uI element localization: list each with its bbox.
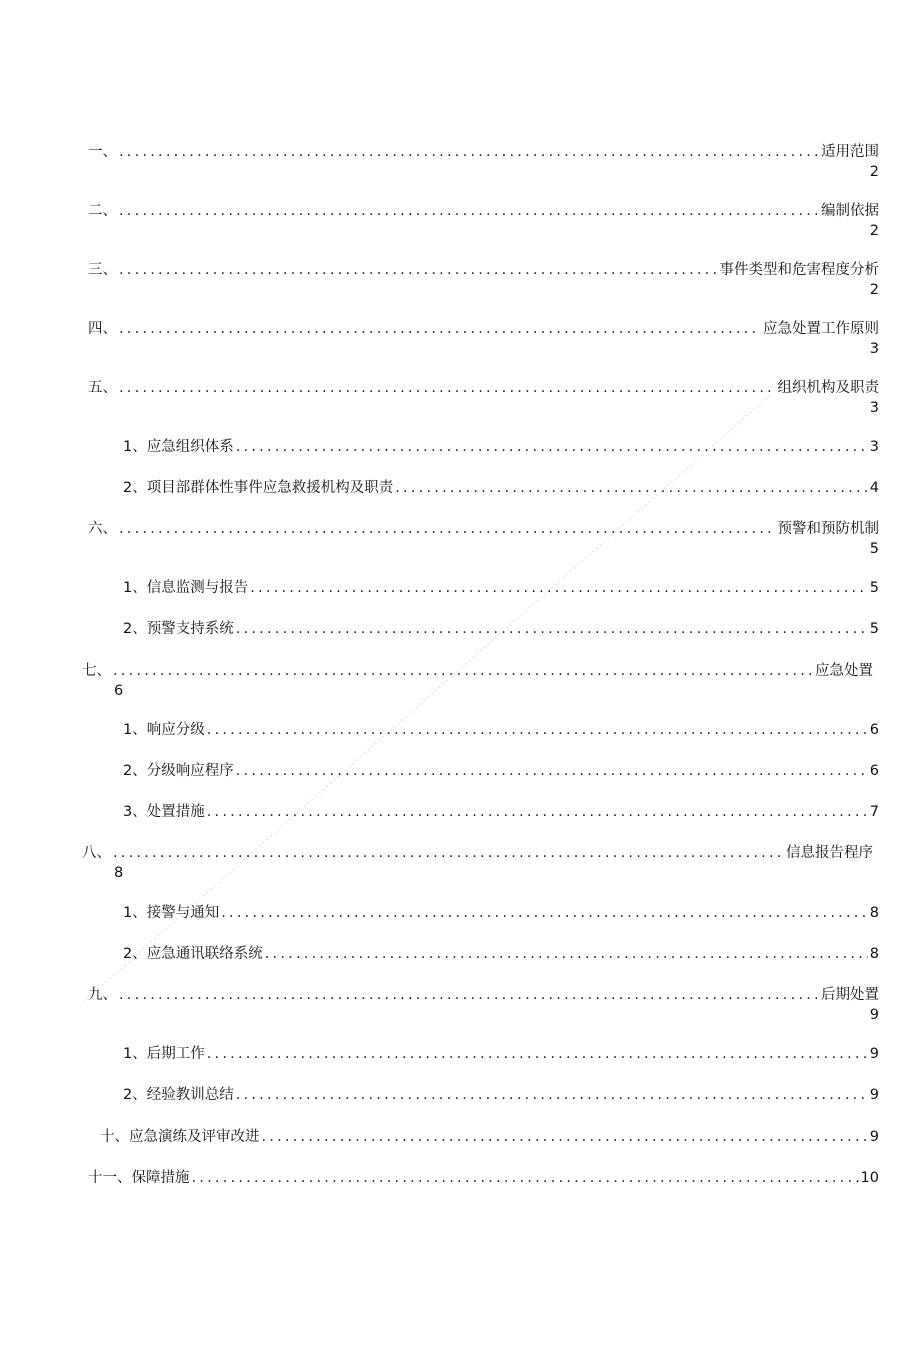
toc-title: 信息报告程序 — [786, 845, 873, 861]
toc-page: 4 — [869, 480, 879, 496]
toc-entry[interactable] — [88, 319, 879, 339]
toc-title: 后期工作 — [146, 1046, 205, 1062]
toc-entry[interactable] — [123, 478, 879, 498]
toc-title: 经验教训总结 — [146, 1087, 234, 1103]
toc-entry[interactable] — [82, 661, 873, 681]
dot-leader — [207, 1044, 868, 1064]
toc-entry[interactable] — [123, 437, 879, 457]
toc-label: 2、 — [123, 946, 147, 962]
toc-entry[interactable] — [123, 761, 879, 781]
toc-title: 响应分级 — [146, 722, 205, 738]
toc-title: 接警与通知 — [146, 905, 220, 921]
toc-title: 应急演练及评审改进 — [129, 1129, 260, 1145]
toc-entry[interactable] — [88, 1168, 879, 1188]
toc-page: 3 — [869, 341, 879, 357]
toc-page: 2 — [869, 282, 879, 298]
toc-page: 6 — [869, 722, 879, 738]
dot-leader — [119, 519, 776, 539]
dot-leader — [119, 319, 761, 339]
dot-leader — [207, 720, 868, 740]
dot-leader — [236, 1085, 868, 1105]
toc-entry[interactable] — [123, 802, 879, 822]
toc-page: 5 — [869, 580, 879, 596]
toc-label: 三、 — [88, 262, 117, 278]
toc-entry[interactable] — [88, 378, 879, 398]
dot-leader — [119, 378, 776, 398]
toc-label: 四、 — [88, 321, 117, 337]
toc-page: 10 — [860, 1170, 879, 1186]
toc-label: 1、 — [123, 1046, 147, 1062]
dot-leader — [236, 619, 868, 639]
toc-label: 二、 — [88, 203, 117, 219]
toc-label: 十、 — [100, 1129, 129, 1145]
toc-page: 2 — [869, 223, 879, 239]
toc-page: 3 — [869, 439, 879, 455]
toc-title: 应急组织体系 — [146, 439, 234, 455]
toc-title: 分级响应程序 — [146, 763, 234, 779]
toc-entry[interactable] — [123, 1085, 879, 1105]
toc-label: 十一、 — [88, 1170, 132, 1186]
toc-title: 事件类型和危害程度分析 — [719, 262, 879, 278]
toc-entry[interactable] — [88, 260, 879, 280]
toc-label: 1、 — [123, 439, 147, 455]
dot-leader — [250, 578, 868, 598]
toc-page: 7 — [869, 804, 879, 820]
dot-leader — [236, 761, 868, 781]
toc-page: 9 — [869, 1087, 879, 1103]
toc-title: 预警和预防机制 — [777, 521, 879, 537]
toc-label: 五、 — [88, 380, 117, 396]
toc-page: 8 — [114, 865, 124, 881]
toc-label: 1、 — [123, 580, 147, 596]
toc-label: 2、 — [123, 621, 147, 637]
toc-entry[interactable] — [123, 720, 879, 740]
dot-leader — [113, 843, 784, 863]
toc-label: 2、 — [123, 480, 147, 496]
toc-page: 2 — [869, 164, 879, 180]
toc-entry[interactable] — [123, 578, 879, 598]
toc-label: 2、 — [123, 1087, 147, 1103]
dot-leader — [192, 1168, 859, 1188]
toc-title: 信息监测与报告 — [146, 580, 249, 596]
toc-entry[interactable] — [123, 903, 879, 923]
toc-page: 5 — [869, 621, 879, 637]
toc-label: 2、 — [123, 763, 147, 779]
toc-label: 六、 — [88, 521, 117, 537]
toc-label: 九、 — [88, 987, 117, 1003]
toc-title: 保障措施 — [131, 1170, 190, 1186]
toc-page: 9 — [869, 1129, 879, 1145]
dot-leader — [113, 661, 813, 681]
toc-label: 1、 — [123, 722, 147, 738]
toc-page: 6 — [114, 683, 124, 699]
toc-title: 组织机构及职责 — [777, 380, 879, 396]
toc-title: 应急处置工作原则 — [763, 321, 879, 337]
toc-label: 一、 — [88, 144, 117, 160]
dot-leader — [119, 260, 718, 280]
dot-leader — [119, 985, 819, 1005]
toc-label: 3、 — [123, 804, 147, 820]
toc-entry[interactable] — [88, 201, 879, 221]
toc-page: 8 — [869, 946, 879, 962]
toc-title: 应急通讯联络系统 — [146, 946, 263, 962]
dot-leader — [207, 802, 868, 822]
toc-entry[interactable] — [88, 519, 879, 539]
toc-page: 8 — [869, 905, 879, 921]
toc-title: 后期处置 — [821, 987, 879, 1003]
toc-entry[interactable] — [82, 843, 873, 863]
dot-leader — [119, 142, 819, 162]
toc-title: 编制依据 — [821, 203, 879, 219]
toc-page: 5 — [869, 541, 879, 557]
dot-leader — [119, 201, 819, 221]
toc-label: 八、 — [82, 845, 111, 861]
dot-leader — [236, 437, 868, 457]
toc-entry[interactable] — [88, 142, 879, 162]
toc-title: 应急处置 — [815, 663, 873, 679]
toc-title: 预警支持系统 — [146, 621, 234, 637]
dot-leader — [262, 1127, 868, 1147]
toc-page: 3 — [869, 400, 879, 416]
toc-label: 七、 — [82, 663, 111, 679]
toc-page: 6 — [869, 763, 879, 779]
toc-title: 处置措施 — [146, 804, 205, 820]
dot-leader — [265, 944, 868, 964]
toc-entry[interactable] — [123, 619, 879, 639]
toc-entry[interactable] — [100, 1127, 879, 1147]
toc-entry[interactable] — [123, 944, 879, 964]
toc-title: 适用范围 — [821, 144, 879, 160]
dot-leader — [221, 903, 868, 923]
toc-entry[interactable] — [88, 985, 879, 1005]
toc-entry[interactable] — [123, 1044, 879, 1064]
toc-title: 项目部群体性事件应急救援机构及职责 — [146, 480, 394, 496]
dot-leader — [395, 478, 868, 498]
toc-label: 1、 — [123, 905, 147, 921]
toc-page: 9 — [869, 1007, 879, 1023]
toc-page: 9 — [869, 1046, 879, 1062]
